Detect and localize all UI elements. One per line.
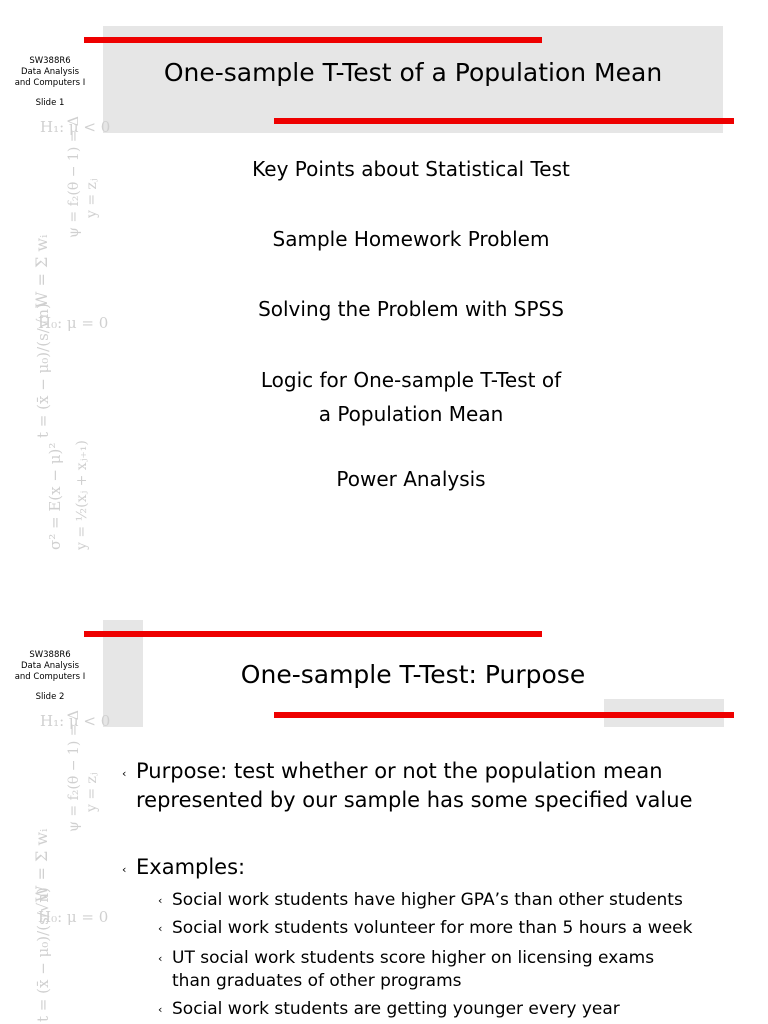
watermark-formula: H₁: μ < 0 [40, 118, 111, 136]
agenda-line: Key Points about Statistical Test [252, 157, 570, 181]
watermark-formula: σ² = E(x − μ)² [46, 442, 64, 550]
sub-bullet-text: than graduates of other programs [172, 971, 462, 991]
bullet-purpose [122, 758, 742, 813]
slide-number: Slide 1 [35, 98, 65, 108]
top-red-rule [84, 37, 542, 43]
bullet-arrow-icon: ‹ [158, 1003, 163, 1016]
agenda-item [120, 296, 702, 322]
watermark-formula: y = zⱼ [84, 178, 100, 218]
agenda-line: a Population Mean [318, 402, 504, 426]
watermark-formula: y = ½(xⱼ + xⱼ₊₁) [74, 440, 90, 550]
watermark-formula: H₀: μ = 0 [38, 314, 109, 332]
bottom-red-rule [274, 118, 734, 124]
top-red-rule [84, 631, 542, 637]
course-name-line2: and Computers I [14, 78, 86, 88]
agenda-line: Power Analysis [336, 467, 486, 491]
watermark-formula: W = Σ wᵢ [32, 828, 51, 902]
formula-watermark [28, 709, 111, 1024]
bullet-text: represented by our sample has some specified value [136, 788, 693, 812]
watermark-formula: t = (x̄ − μ₀)/(s/√n) [34, 303, 52, 438]
bullet-arrow-icon: ‹ [122, 767, 127, 780]
agenda-item [120, 367, 702, 427]
sub-bullet-text: Social work students have higher GPA’s than other students [172, 890, 683, 910]
watermark-formula: y = zⱼ [84, 772, 100, 812]
sub-bullet-text: UT social work students score higher on licensing exams [172, 948, 655, 968]
slide-title: One-sample T-Test: Purpose [240, 660, 586, 689]
watermark-formula: H₀: μ = 0 [38, 908, 109, 926]
bullet-arrow-icon: ‹ [158, 952, 163, 965]
sub-bullet-text: Social work students are getting younger every year [172, 999, 620, 1019]
bullet-text: Purpose: test whether or not the population mean [136, 759, 663, 783]
course-name-line2: and Computers I [14, 672, 86, 682]
sub-bullet [158, 947, 758, 992]
bullet-examples [122, 854, 742, 883]
watermark-formula: ψ = f₂(θ − 1) = Δ [66, 115, 82, 238]
slide-number: Slide 2 [35, 692, 65, 702]
formula-watermark [28, 115, 111, 550]
slide-2 [0, 512, 768, 1024]
watermark-formula: ψ = f₂(θ − 1) = Δ [66, 709, 82, 832]
course-code: SW388R6 [29, 56, 71, 66]
sub-bullet-text: Social work students volunteer for more than 5 hours a week [172, 918, 693, 938]
agenda-item [120, 226, 702, 252]
sub-bullet [158, 889, 758, 912]
bullet-arrow-icon: ‹ [158, 894, 163, 907]
watermark-formula: t = (x̄ − μ₀)/(s/√n) [34, 887, 52, 1022]
agenda-line: Logic for One-sample T-Test of [260, 368, 562, 392]
bottom-red-rule [274, 712, 734, 718]
course-label [0, 650, 100, 703]
course-name-line1: Data Analysis [20, 661, 80, 671]
agenda-item [120, 466, 702, 492]
agenda-item [120, 156, 702, 182]
sub-bullet [158, 998, 758, 1021]
bullet-arrow-icon: ‹ [158, 922, 163, 935]
agenda-line: Sample Homework Problem [272, 227, 550, 251]
course-code: SW388R6 [29, 650, 71, 660]
slide-title: One-sample T-Test of a Population Mean [163, 58, 663, 87]
sub-bullet [158, 917, 758, 940]
course-name-line1: Data Analysis [20, 67, 80, 77]
course-label [0, 56, 100, 109]
agenda-line: Solving the Problem with SPSS [258, 297, 564, 321]
bullet-arrow-icon: ‹ [122, 863, 127, 876]
bullet-text: Examples: [136, 855, 246, 879]
watermark-formula: W = Σ wᵢ [32, 234, 51, 308]
watermark-formula: H₁: μ < 0 [40, 712, 111, 730]
